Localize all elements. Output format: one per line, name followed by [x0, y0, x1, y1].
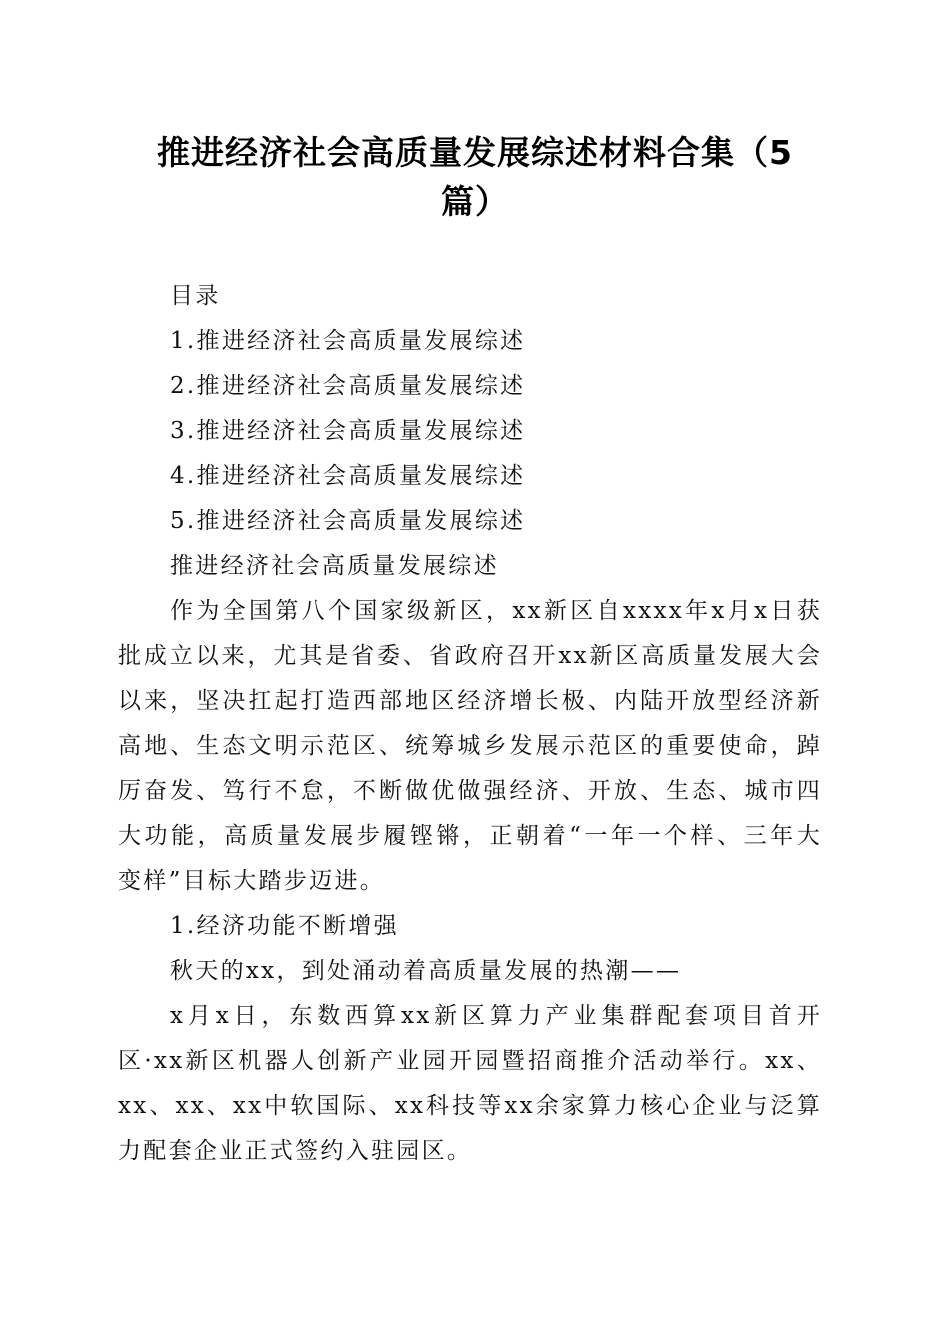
title-line-1: 推进经济社会高质量发展综述材料合集（5	[157, 133, 793, 172]
toc-item: 4.推进经济社会高质量发展综述	[170, 463, 526, 489]
paragraph-line: 作为全国第八个国家级新区，xx新区自xxxx年x月x日获	[170, 598, 822, 624]
paragraph-line: 力配套企业正式签约入驻园区。	[118, 1138, 473, 1164]
section-heading: 1.经济功能不断增强	[170, 913, 399, 939]
document-title	[120, 128, 830, 226]
paragraph-line: 以来，坚决扛起打造西部地区经济增长极、内陆开放型经济新	[118, 688, 822, 714]
paragraph-line: 变样”目标大踏步迈进。	[118, 868, 386, 894]
toc-item: 5.推进经济社会高质量发展综述	[170, 508, 526, 534]
toc-item: 2.推进经济社会高质量发展综述	[170, 373, 526, 399]
title-line-2: 篇）	[441, 182, 509, 221]
document-body	[118, 274, 822, 1174]
toc-heading: 目录	[170, 283, 221, 309]
paragraph-line: 高地、生态文明示范区、统筹城乡发展示范区的重要使命，踔	[118, 733, 822, 759]
article-heading: 推进经济社会高质量发展综述	[170, 553, 499, 579]
toc-item: 3.推进经济社会高质量发展综述	[170, 418, 526, 444]
paragraph-line: 大功能，高质量发展步履铿锵，正朝着“一年一个样、三年大	[118, 823, 822, 849]
toc-item: 1.推进经济社会高质量发展综述	[170, 328, 526, 354]
paragraph-line: 秋天的xx，到处涌动着高质量发展的热潮——	[170, 958, 682, 984]
paragraph-line: 厉奋发、笃行不怠，不断做优做强经济、开放、生态、城市四	[118, 778, 822, 804]
paragraph-line: 批成立以来，尤其是省委、省政府召开xx新区高质量发展大会	[118, 643, 822, 669]
paragraph-line: 区·xx新区机器人创新产业园开园暨招商推介活动举行。xx、	[118, 1048, 822, 1074]
paragraph-line: xx、xx、xx中软国际、xx科技等xx余家算力核心企业与泛算	[118, 1093, 822, 1119]
paragraph-line: x月x日，东数西算xx新区算力产业集群配套项目首开	[170, 1003, 822, 1029]
